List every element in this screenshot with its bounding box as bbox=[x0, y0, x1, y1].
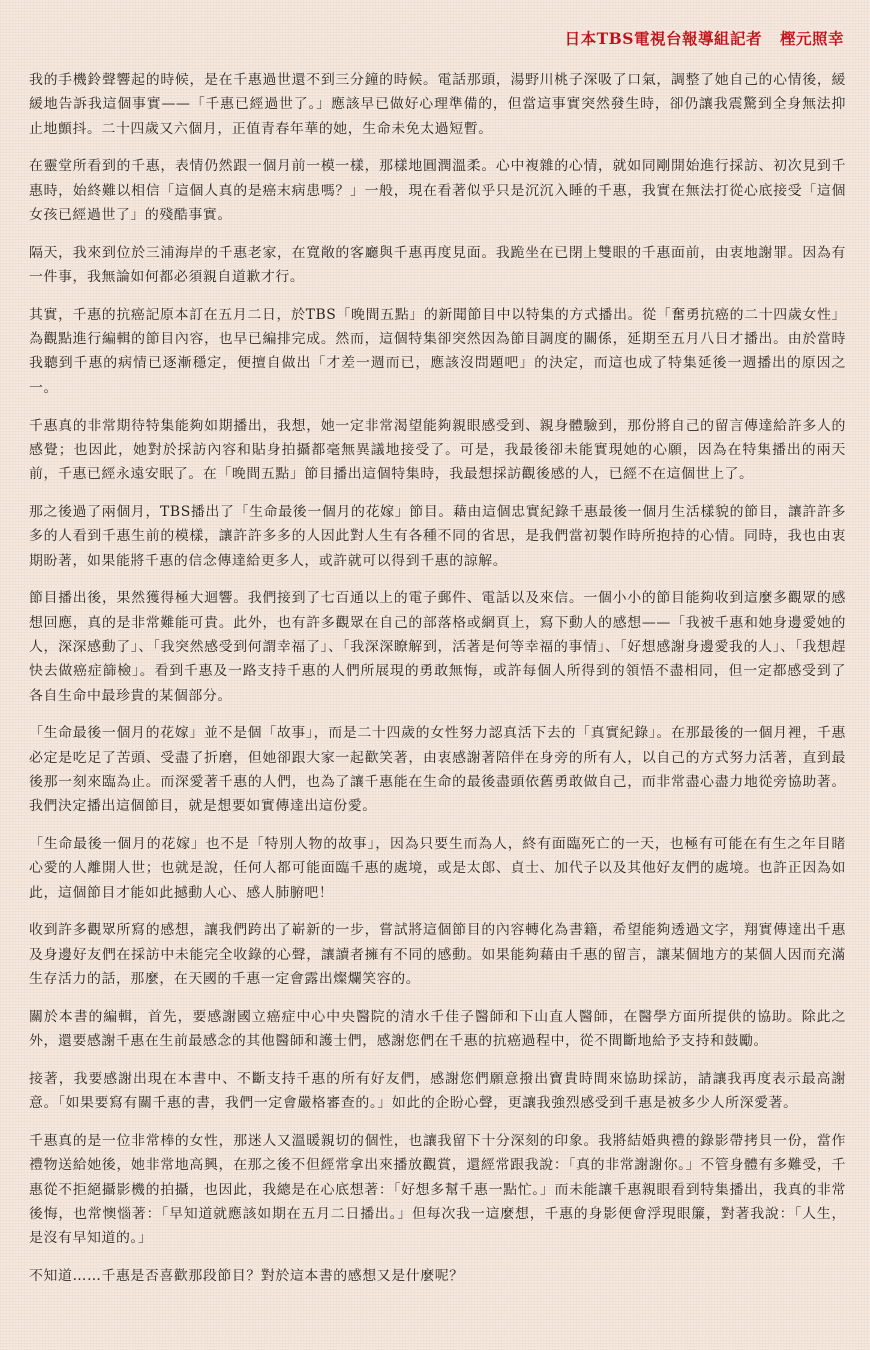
byline-org-title: 日本TBS電視台報導組記者 bbox=[564, 29, 762, 48]
author-byline bbox=[29, 28, 846, 50]
paragraph: 節目播出後，果然獲得極大迴響。我們接到了七百通以上的電子郵件、電話以及來信。一個小小的節目能夠收到這麼多觀眾的感想回應，真的是非常難能可貴。此外，也有許多觀眾在自己的部落格或網頁上，寫下動人的感想——「我被千惠和她身邊愛她的人，深深感動了」、「我突然感受到何謂幸福了」、「我深深瞭解到，活著是何等幸福的事情」、「好想感謝身邊愛我的人」、「我想趕快去做癌症篩檢」。看到千惠及一路支持千惠的人們所展現的勇敢無悔，或許每個人所得到的領悟不盡相同，但一定都感受到了各自生命中最珍貴的某個部分。 bbox=[29, 590, 846, 704]
paragraph: 千惠真的是一位非常棒的女性，那迷人又溫暖親切的個性，也讓我留下十分深刻的印象。我將結婚典禮的錄影帶拷貝一份，當作禮物送給她後，她非常地高興，在那之後不但經常拿出來播放觀賞，還經常跟我說：「真的非常謝謝你。」不管身體有多難受，千惠從不拒絕攝影機的拍攝，也因此，我總是在心底想著：「好想多幫千惠一點忙。」而未能讓千惠親眼看到特集播出，我真的非常後悔，也常懊惱著：「早知道就應該如期在五月二日播出。」但每次我一這麼想，千惠的身影便會浮現眼簾，對著我說：「人生，是沒有早知道的。」 bbox=[29, 1132, 846, 1247]
paragraph: 收到許多觀眾所寫的感想，讓我們跨出了嶄新的一步，嘗試將這個節目的內容轉化為書籍，希望能夠透過文字，翔實傳達出千惠及身邊好友們在採訪中未能完全收錄的心聲，讓讀者擁有不同的感動。如果能夠藉由千惠的留言，讓某個地方的某個人因而充滿生存活力的話，那麼，在天國的千惠一定會露出燦爛笑容的。 bbox=[29, 922, 846, 987]
article-body bbox=[29, 68, 846, 1288]
paragraph: 在靈堂所看到的千惠，表情仍然跟一個月前一模一樣，那樣地圓潤溫柔。心中複雜的心情，就如同剛開始進行採訪、初次見到千惠時，始終難以相信「這個人真的是癌末病患嗎？」一般，現在看著似乎只是沉沉入睡的千惠，我實在無法打從心底接受「這個女孩已經過世了」的殘酷事實。 bbox=[29, 158, 846, 223]
paragraph: 其實，千惠的抗癌記原本訂在五月二日，於TBS「晚間五點」的新聞節目中以特集的方式播出。從「奮勇抗癌的二十四歲女性」為觀點進行編輯的節目內容，也早已編排完成。然而，這個特集卻突然因為節目調度的關係，延期至五月八日才播出。由於當時我聽到千惠的病情已逐漸穩定，便擅自做出「才差一週而已，應該沒問題吧」的決定，而這也成了特集延後一週播出的原因之一。 bbox=[29, 306, 846, 396]
paragraph: 隔天，我來到位於三浦海岸的千惠老家，在寬敞的客廳與千惠再度見面。我跪坐在已閉上雙眼的千惠面前，由衷地謝罪。因為有一件事，我無論如何都必須親自道歉才行。 bbox=[29, 244, 846, 286]
paragraph: 那之後過了兩個月，TBS播出了「生命最後一個月的花嫁」節目。藉由這個忠實紀錄千惠最後一個月生活樣貌的節目，讓許許多多的人看到千惠生前的模樣，讓許許多多的人因此對人生有各種不同的省思，是我們當初製作時所抱持的心情。同時，我也由衷期盼著，如果能將千惠的信念傳達給更多人，或許就可以得到千惠的諒解。 bbox=[29, 503, 846, 569]
paragraph: 不知道……千惠是否喜歡那段節目？對於這本書的感想又是什麼呢？ bbox=[29, 1267, 464, 1284]
paragraph: 「生命最後一個月的花嫁」並不是個「故事」，而是二十四歲的女性努力認真活下去的「真實紀錄」。在那最後的一個月裡，千惠必定是吃足了苦頭、受盡了折磨，但她卻跟大家一起歡笑著，由衷感謝著陪伴在身旁的所有人，以自己的方式努力活著，直到最後那一刻來臨為止。而深愛著千惠的人們，也為了讓千惠能在生命的最後盡頭依舊勇敢做自己，而非常盡心盡力地從旁協助著。我們決定播出這個節目，就是想要如實傳達出這份愛。 bbox=[29, 725, 846, 815]
paragraph: 接著，我要感謝出現在本書中、不斷支持千惠的所有好友們，感謝您們願意撥出寶貴時間來協助採訪，請讓我再度表示最高謝意。「如果要寫有關千惠的書，我們一定會嚴格審查的。」如此的企盼心聲，更讓我強烈感受到千惠是被多少人所深愛著。 bbox=[29, 1070, 846, 1112]
paragraph: 「生命最後一個月的花嫁」也不是「特別人物的故事」，因為只要生而為人，終有面臨死亡的一天，也極有可能在有生之年目睹心愛的人離開人世；也就是說，任何人都可能面臨千惠的處境，或是太郎、貞士、加代子以及其他好友們的處境。也許正因為如此，這個節目才能如此撼動人心、感人肺腑吧！ bbox=[29, 836, 846, 901]
byline-author-name: 樫元照幸 bbox=[779, 29, 844, 48]
paragraph: 千惠真的非常期待特集能夠如期播出，我想，她一定非常渴望能夠親眼感受到、親身體驗到，那份將自己的留言傳達給許多人的感覺；也因此，她對於採訪內容和貼身拍攝都毫無異議地接受了。可是，我最後卻未能實現她的心願，因為在特集播出的兩天前，千惠已經永遠安眠了。在「晚間五點」節目播出這個特集時，我最想採訪觀後感的人，已經不在這個世上了。 bbox=[29, 417, 846, 483]
paragraph: 關於本書的編輯，首先，要感謝國立癌症中心中央醫院的清水千佳子醫師和下山直人醫師，在醫學方面所提供的協助。除此之外，還要感謝千惠在生前最感念的其他醫師和護士們，感謝您們在千惠的抗癌過程中，從不間斷地給予支持和鼓勵。 bbox=[29, 1008, 846, 1050]
paragraph: 我的手機鈴聲響起的時候，是在千惠過世還不到三分鐘的時候。電話那頭，湯野川桃子深吸了口氣，調整了她自己的心情後，緩緩地告訴我這個事實——「千惠已經過世了。」應該早已做好心理準備的，但當這事實突然發生時，卻仍讓我震驚到全身無法抑止地顫抖。二十四歲又六個月，正值青春年華的她，生命未免太過短暫。 bbox=[29, 72, 846, 137]
